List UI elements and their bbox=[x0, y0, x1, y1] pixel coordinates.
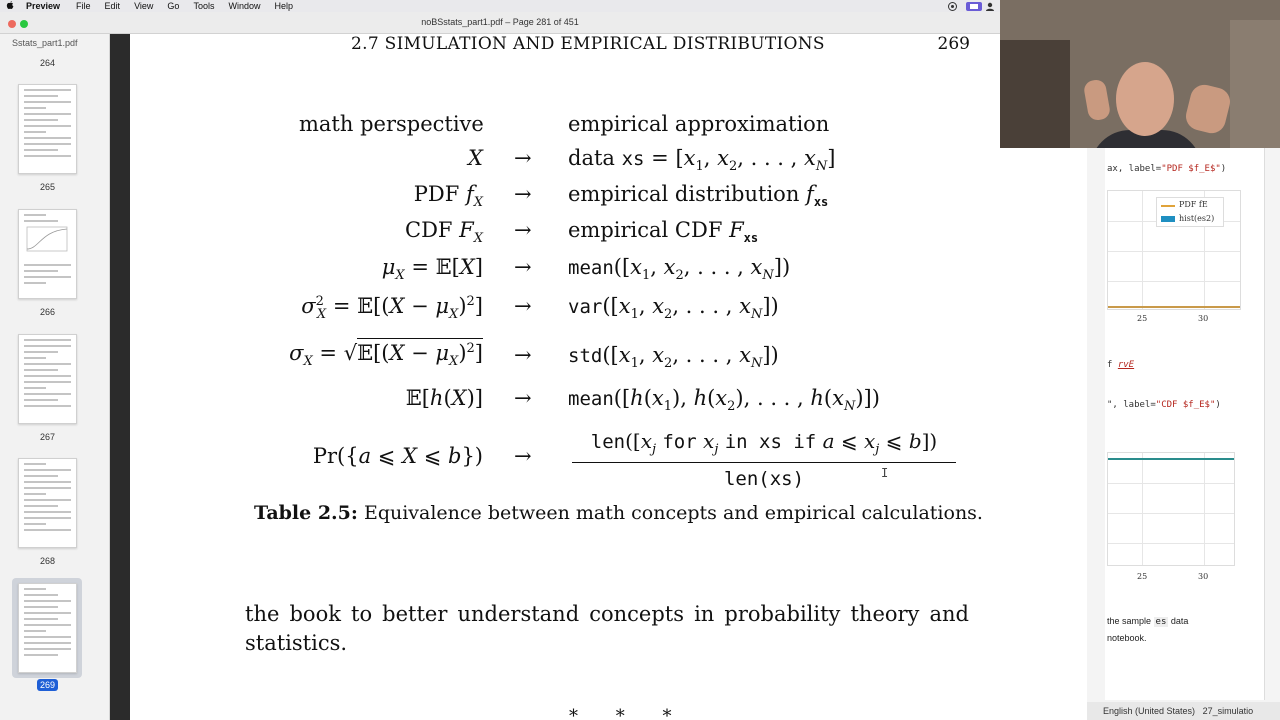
user-icon[interactable] bbox=[985, 2, 996, 11]
row-rhs-mean: $mean([x_1$, $x_2$, . . . , $x_N$]) bbox=[568, 255, 791, 284]
plot1-xtick: 30 bbox=[1198, 314, 1209, 323]
notebook-status-bar bbox=[1087, 702, 1280, 720]
legend-hist-patch bbox=[1161, 216, 1175, 222]
legend-pdf-line bbox=[1161, 205, 1175, 207]
row-arrow: → bbox=[514, 386, 532, 410]
caption-text: Equivalence between math concepts and empirical calculations. bbox=[363, 502, 983, 524]
menu-help[interactable]: Help bbox=[274, 1, 293, 11]
pdf-page bbox=[130, 34, 1087, 720]
legend-hist-label: hist(es2) bbox=[1179, 214, 1215, 223]
webcam-person-hand-right bbox=[1183, 82, 1233, 136]
section-break-stars: * * * bbox=[569, 706, 688, 720]
webcam-wall bbox=[1230, 20, 1280, 148]
row-rhs-empirical-cdf: empirical CDF $F_{xs}$ bbox=[568, 218, 759, 246]
page-label-267: 267 bbox=[39, 432, 56, 442]
row-arrow: → bbox=[514, 218, 532, 242]
menu-view[interactable]: View bbox=[134, 1, 154, 11]
document-title: noBSstats_part1.pdf – Page 281 of 451 bbox=[421, 17, 579, 27]
menu-file[interactable]: File bbox=[76, 1, 91, 11]
status-filename: 27_simulatio bbox=[1202, 706, 1254, 716]
menu-tools[interactable]: Tools bbox=[193, 1, 215, 11]
notebook-markdown-line: the sample es data bbox=[1107, 616, 1189, 627]
page-label-268: 268 bbox=[39, 556, 56, 566]
menu-bar bbox=[0, 0, 1000, 12]
notebook-plot-pdf bbox=[1107, 190, 1241, 310]
webcam-bookshelf bbox=[1000, 40, 1070, 148]
menu-go[interactable]: Go bbox=[167, 1, 180, 11]
page-label-269-selected: 269 bbox=[37, 679, 58, 691]
table-caption bbox=[254, 502, 983, 524]
thumbnail-page-269[interactable] bbox=[18, 583, 77, 673]
page-label-265: 265 bbox=[39, 182, 56, 192]
plot-legend bbox=[1156, 197, 1224, 227]
document-margin-left bbox=[110, 34, 130, 720]
row-lhs-probability: Pr({a ⩽ X ⩽ b}) bbox=[312, 444, 483, 468]
row-arrow: → bbox=[514, 182, 532, 206]
row-arrow: → bbox=[514, 343, 532, 367]
notebook-code-line: ", label="CDF $f_E$") bbox=[1107, 400, 1221, 410]
plot1-xtick: 25 bbox=[1137, 314, 1148, 323]
notebook-content bbox=[1105, 148, 1265, 700]
notebook-window bbox=[1087, 148, 1280, 720]
apple-icon[interactable] bbox=[6, 0, 16, 12]
screen-share-icon[interactable] bbox=[966, 2, 977, 11]
caption-label: Table 2.5: bbox=[254, 502, 358, 524]
plot2-xtick: 25 bbox=[1137, 572, 1148, 581]
menu-edit[interactable]: Edit bbox=[104, 1, 121, 11]
wifi-icon[interactable] bbox=[947, 2, 958, 11]
row-arrow: → bbox=[514, 255, 532, 279]
body-paragraph: the book to better understand concepts in probability theory and statistics. bbox=[245, 602, 969, 655]
row-rhs-probability-fraction bbox=[572, 429, 956, 490]
notebook-plot-cdf bbox=[1107, 452, 1235, 566]
row-lhs-variance: $\sigma^2_X$ = 𝔼[(X − $\mu_X)^2$] bbox=[301, 294, 483, 323]
notebook-markdown-line: notebook. bbox=[1107, 633, 1147, 643]
plot2-xtick: 30 bbox=[1198, 572, 1209, 581]
menu-window[interactable]: Window bbox=[228, 1, 261, 11]
row-arrow: → bbox=[514, 146, 532, 170]
thumbnail-sidebar bbox=[0, 34, 110, 720]
row-rhs-empirical-distribution: empirical distribution $f_{xs}$ bbox=[568, 182, 829, 210]
webcam-person-head bbox=[1116, 62, 1174, 136]
row-lhs-pdf: PDF $f_X$ bbox=[413, 182, 483, 211]
row-lhs-expectation: 𝔼[h(X)] bbox=[405, 386, 483, 410]
notebook-code-line: f rvE bbox=[1107, 360, 1135, 370]
row-lhs-cdf: CDF $F_X$ bbox=[405, 218, 483, 247]
webcam-overlay bbox=[1000, 0, 1280, 148]
row-rhs-variance: $var([x_1$, $x_2$, . . . , $x_N$]) bbox=[568, 294, 779, 323]
notebook-code-line: ax, label="PDF $f_E$") bbox=[1107, 164, 1227, 174]
fraction-denominator: len(xs) bbox=[723, 468, 805, 490]
sidebar-filename: Sstats_part1.pdf bbox=[12, 38, 78, 48]
row-rhs-mean-h: $mean([h(x_1)$, $h(x_2)$, . . . , $h(x_N)$]) bbox=[568, 386, 880, 415]
menu-status-area bbox=[947, 0, 996, 12]
row-lhs-x: X bbox=[468, 146, 483, 170]
thumbnail-page-265[interactable] bbox=[18, 84, 77, 174]
webcam-person-hand-left bbox=[1083, 78, 1112, 121]
row-lhs-mean: $\mu_X$ = 𝔼[X] bbox=[381, 255, 483, 284]
row-arrow: → bbox=[514, 444, 532, 468]
thumbnail-page-266[interactable] bbox=[18, 209, 77, 299]
page-number: 269 bbox=[937, 34, 970, 54]
row-lhs-stddev: $\sigma_X$ = √𝔼[(X − $\mu_X)^2$] bbox=[289, 341, 483, 369]
page-label-266: 266 bbox=[39, 307, 56, 317]
row-rhs-data: data xs = [$x_1$, $x_2$, . . . , $x_N$] bbox=[568, 146, 836, 175]
row-rhs-stddev: $std([x_1$, $x_2$, . . . , $x_N$]) bbox=[568, 343, 779, 372]
thumbnail-page-267[interactable] bbox=[18, 334, 77, 424]
row-arrow: → bbox=[514, 294, 532, 318]
window-title-bar bbox=[0, 12, 1000, 34]
table-header-empirical: empirical approximation bbox=[568, 112, 830, 136]
fraction-numerator: $len([x_j$ for $x_j$ in xs if a ⩽ $x_j$ ⩽ b]) bbox=[572, 429, 956, 463]
status-language[interactable]: English (United States) bbox=[1103, 706, 1196, 716]
thumbnail-page-268[interactable] bbox=[18, 458, 77, 548]
legend-pdf-label: PDF fE bbox=[1179, 200, 1208, 209]
running-head: 2.7 SIMULATION AND EMPIRICAL DISTRIBUTIONS bbox=[351, 34, 825, 54]
text-cursor-icon: I bbox=[881, 466, 889, 480]
table-header-math: math perspective bbox=[299, 112, 484, 136]
menu-app-name[interactable]: Preview bbox=[26, 1, 61, 11]
page-label-264: 264 bbox=[39, 58, 56, 68]
